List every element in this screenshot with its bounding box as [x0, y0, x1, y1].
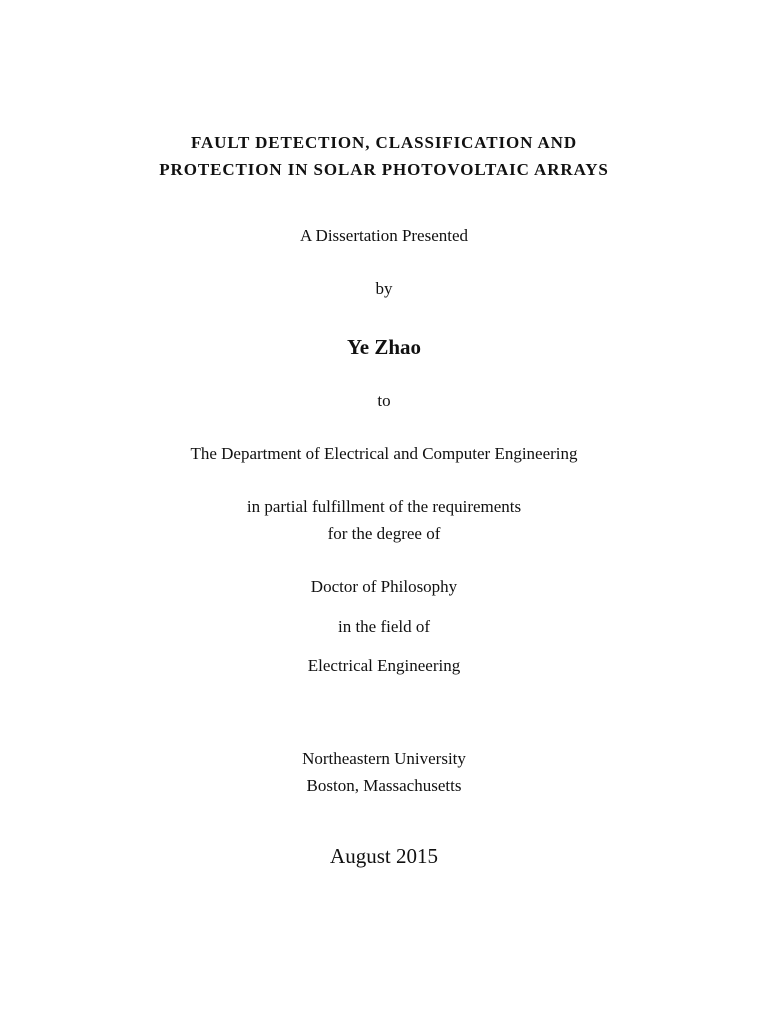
title-line-2: PROTECTION IN SOLAR PHOTOVOLTAIC ARRAYS	[159, 160, 609, 179]
by-text: by	[375, 279, 393, 298]
department-text: The Department of Electrical and Computer Engineering	[190, 444, 578, 463]
field-intro-text: in the field of	[337, 617, 431, 636]
institution-name: Northeastern University	[302, 749, 466, 768]
institution-location: Boston, Massachusetts	[306, 776, 462, 795]
field-text: Electrical Engineering	[307, 656, 461, 675]
author-name: Ye Zhao	[346, 335, 422, 359]
fulfillment-line-1: in partial fulfillment of the requirements	[246, 497, 522, 516]
fulfillment-line-2: for the degree of	[327, 524, 441, 543]
to-text: to	[377, 391, 391, 410]
title-line-1: FAULT DETECTION, CLASSIFICATION AND	[190, 133, 578, 152]
submission-date: August 2015	[330, 844, 438, 868]
degree-text: Doctor of Philosophy	[310, 577, 458, 596]
presented-text: A Dissertation Presented	[299, 226, 469, 245]
